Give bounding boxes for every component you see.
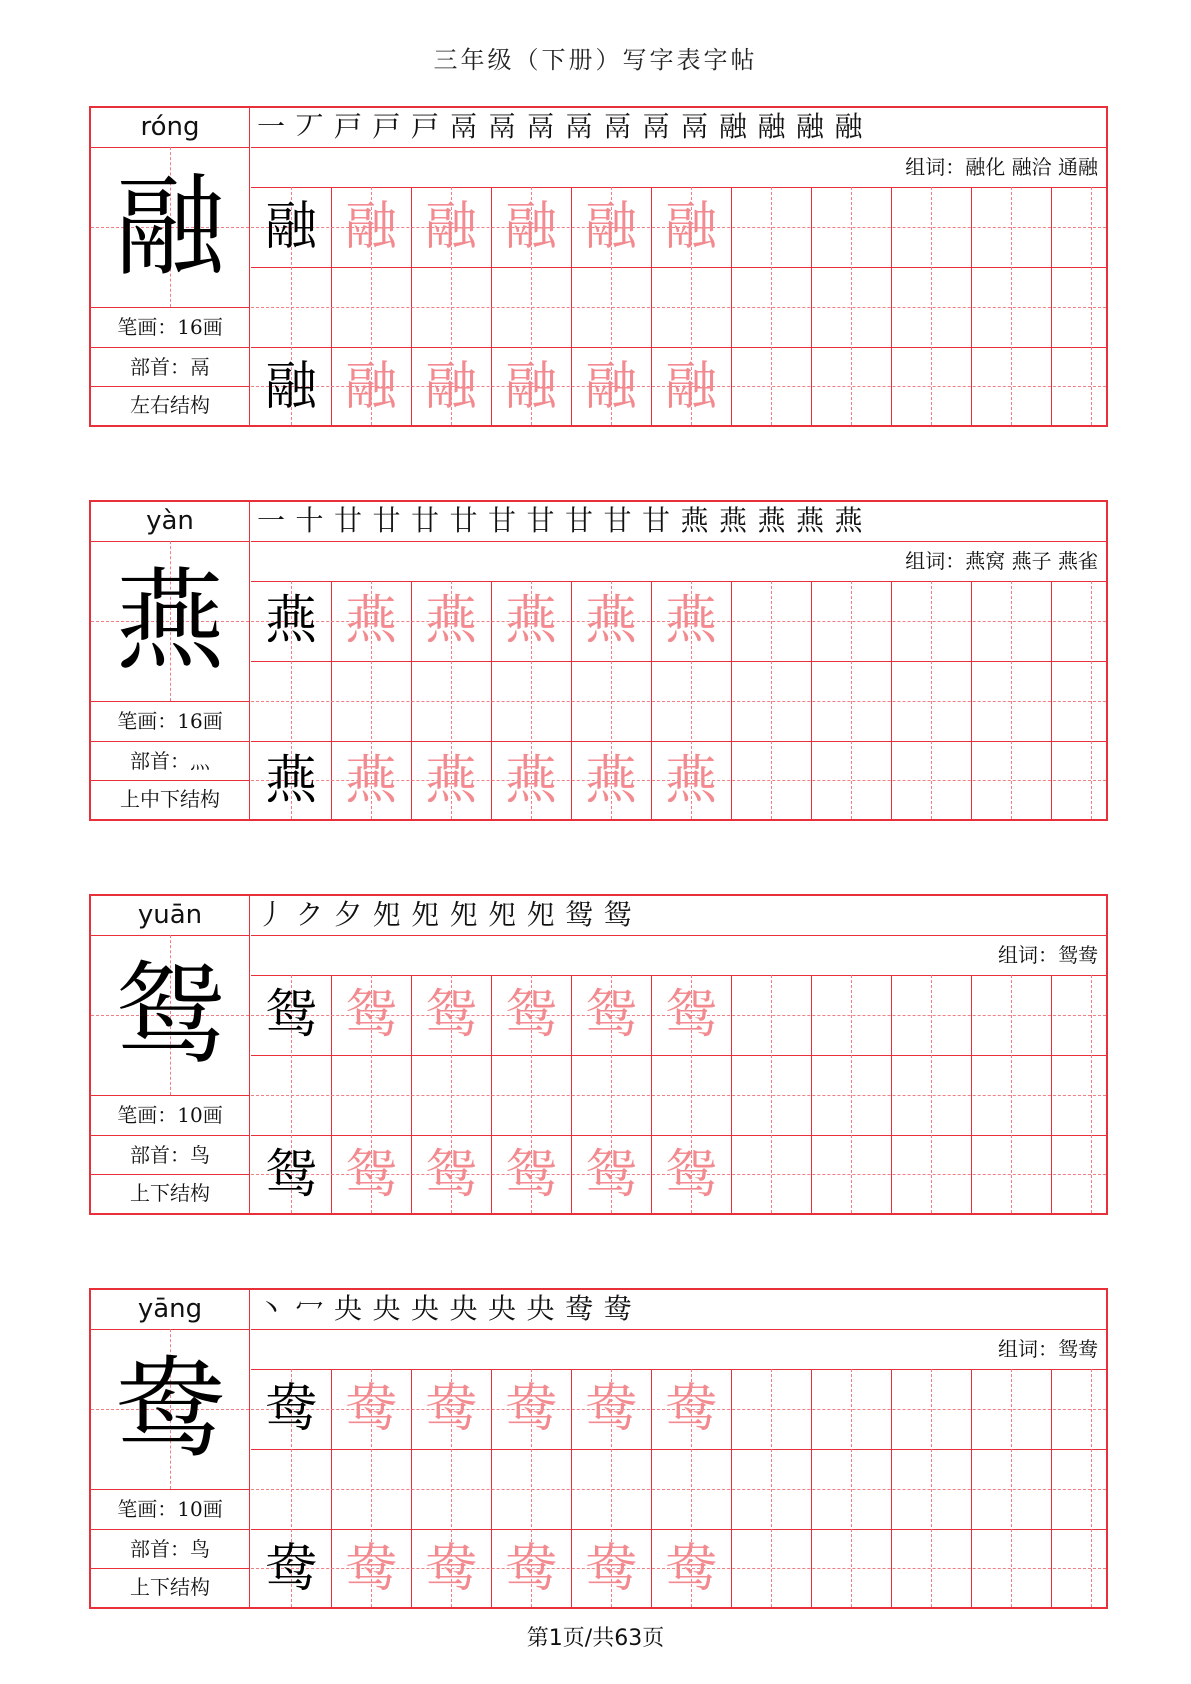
stroke-order <box>251 502 1101 541</box>
trace-character: 燕 <box>424 591 477 651</box>
trace-character: 燕 <box>344 751 397 811</box>
divider <box>891 581 892 819</box>
divider <box>251 1055 1106 1056</box>
main-character: 燕 <box>115 557 225 685</box>
page-title: 三年级（下册）写字表字帖 <box>433 46 758 74</box>
divider <box>251 661 1106 662</box>
stroke-step: 戸 <box>334 110 363 143</box>
guide-line <box>1011 975 1012 1213</box>
stroke-order <box>251 108 1101 147</box>
character-block <box>89 1288 1108 1609</box>
model-character: 鸳 <box>264 1145 317 1205</box>
trace-character: 融 <box>584 357 637 417</box>
stroke-step: 十 <box>295 504 324 537</box>
structure: 上下结构 <box>130 1575 210 1599</box>
model-character: 融 <box>264 357 317 417</box>
guide-line <box>1011 581 1012 819</box>
divider <box>971 187 972 425</box>
stroke-step: 夗 <box>372 898 401 931</box>
stroke-step: 一 <box>257 504 286 537</box>
stroke-step: 鬲 <box>565 110 594 143</box>
divider <box>251 267 1106 268</box>
divider <box>891 975 892 1213</box>
stroke-step: 廿 <box>334 504 363 537</box>
trace-character: 鸳 <box>664 1145 717 1205</box>
trace-character: 融 <box>344 357 397 417</box>
stroke-step: 鸳 <box>603 898 632 931</box>
stroke-step: 燕 <box>796 504 825 537</box>
divider <box>249 108 250 425</box>
divider <box>249 896 250 1213</box>
divider <box>811 581 812 819</box>
stroke-step: 冖 <box>295 1292 324 1325</box>
stroke-step: 甘 <box>603 504 632 537</box>
guide-line <box>1091 581 1092 819</box>
trace-character: 鸯 <box>504 1539 557 1599</box>
divider <box>891 1369 892 1607</box>
stroke-step: 一 <box>257 110 286 143</box>
divider <box>731 1369 732 1607</box>
character-block <box>89 894 1108 1215</box>
word-examples: 组词：鸳鸯 <box>998 1337 1098 1361</box>
trace-character: 燕 <box>504 591 557 651</box>
stroke-step: 戸 <box>372 110 401 143</box>
divider <box>811 1369 812 1607</box>
guide-line <box>251 307 1106 308</box>
trace-character: 燕 <box>664 751 717 811</box>
radical: 部首：鬲 <box>130 355 210 379</box>
trace-character: 燕 <box>504 751 557 811</box>
guide-line <box>931 581 932 819</box>
stroke-step: ク <box>295 898 324 931</box>
trace-character: 鸯 <box>504 1379 557 1439</box>
word-examples: 组词：鸳鸯 <box>998 943 1098 967</box>
model-character: 鸳 <box>264 985 317 1045</box>
trace-character: 融 <box>504 197 557 257</box>
main-character: 鸳 <box>115 951 225 1079</box>
stroke-step: 夗 <box>488 898 517 931</box>
trace-character: 燕 <box>584 591 637 651</box>
model-character: 融 <box>264 197 317 257</box>
radical: 部首：鸟 <box>130 1537 210 1561</box>
stroke-step: 甘 <box>526 504 555 537</box>
stroke-step: 燕 <box>834 504 863 537</box>
divider <box>891 187 892 425</box>
trace-character: 鸳 <box>504 985 557 1045</box>
guide-line <box>1091 975 1092 1213</box>
trace-character: 鸳 <box>344 1145 397 1205</box>
pinyin: yuān <box>137 900 203 930</box>
trace-character: 融 <box>424 357 477 417</box>
stroke-step: 融 <box>719 110 748 143</box>
divider <box>249 502 250 819</box>
divider <box>811 187 812 425</box>
stroke-step: 廿 <box>411 504 440 537</box>
guide-line <box>851 975 852 1213</box>
divider <box>731 975 732 1213</box>
trace-character: 鸯 <box>664 1379 717 1439</box>
trace-character: 燕 <box>664 591 717 651</box>
model-character: 燕 <box>264 591 317 651</box>
divider <box>971 581 972 819</box>
divider <box>1051 187 1052 425</box>
trace-character: 鸯 <box>344 1539 397 1599</box>
stroke-step: 夗 <box>411 898 440 931</box>
model-character: 鸯 <box>264 1539 317 1599</box>
stroke-step: 燕 <box>719 504 748 537</box>
guide-line <box>851 187 852 425</box>
word-examples: 组词：融化 融洽 通融 <box>905 155 1098 179</box>
divider <box>971 1369 972 1607</box>
stroke-step: 鬲 <box>449 110 478 143</box>
guide-line <box>771 1369 772 1607</box>
trace-character: 燕 <box>424 751 477 811</box>
model-character: 燕 <box>264 751 317 811</box>
divider <box>1051 581 1052 819</box>
stroke-step: 燕 <box>680 504 709 537</box>
divider <box>251 935 1106 936</box>
stroke-order <box>251 896 1101 935</box>
trace-character: 鸯 <box>344 1379 397 1439</box>
stroke-step: 廿 <box>372 504 401 537</box>
stroke-step: 夗 <box>449 898 478 931</box>
divider <box>1051 1369 1052 1607</box>
stroke-step: 丿 <box>257 898 286 931</box>
divider <box>1051 975 1052 1213</box>
divider <box>249 1290 250 1607</box>
trace-character: 鸳 <box>424 1145 477 1205</box>
radical: 部首：鸟 <box>130 1143 210 1167</box>
guide-line <box>931 1369 932 1607</box>
stroke-step: 央 <box>449 1292 478 1325</box>
stroke-count: 笔画：10画 <box>117 1103 223 1127</box>
trace-character: 鸳 <box>424 985 477 1045</box>
radical: 部首：灬 <box>130 749 210 773</box>
stroke-step: 央 <box>488 1292 517 1325</box>
page-footer: 第1页/共63页 <box>526 1626 665 1651</box>
stroke-step: 央 <box>526 1292 555 1325</box>
trace-character: 融 <box>344 197 397 257</box>
stroke-step: 鬲 <box>680 110 709 143</box>
stroke-step: 鸯 <box>603 1292 632 1325</box>
stroke-count: 笔画：16画 <box>117 315 223 339</box>
trace-character: 鸳 <box>664 985 717 1045</box>
guide-line <box>1091 1369 1092 1607</box>
divider <box>731 187 732 425</box>
stroke-step: 鸳 <box>565 898 594 931</box>
trace-character: 鸳 <box>584 985 637 1045</box>
stroke-step: 央 <box>411 1292 440 1325</box>
structure: 左右结构 <box>130 393 210 417</box>
divider <box>971 975 972 1213</box>
stroke-step: 融 <box>757 110 786 143</box>
stroke-count: 笔画：16画 <box>117 709 223 733</box>
trace-character: 融 <box>664 357 717 417</box>
trace-character: 鸯 <box>584 1379 637 1439</box>
structure: 上中下结构 <box>120 787 220 811</box>
structure: 上下结构 <box>130 1181 210 1205</box>
guide-line <box>851 1369 852 1607</box>
guide-line <box>1091 187 1092 425</box>
guide-line <box>251 1489 1106 1490</box>
stroke-step: 融 <box>834 110 863 143</box>
stroke-step: 戸 <box>411 110 440 143</box>
trace-character: 融 <box>584 197 637 257</box>
stroke-step: 甘 <box>642 504 671 537</box>
divider <box>251 1449 1106 1450</box>
guide-line <box>771 187 772 425</box>
guide-line <box>251 1095 1106 1096</box>
guide-line <box>771 581 772 819</box>
stroke-step: 丶 <box>257 1292 286 1325</box>
pinyin: róng <box>140 112 200 142</box>
stroke-step: 鬲 <box>603 110 632 143</box>
trace-character: 鸳 <box>584 1145 637 1205</box>
trace-character: 燕 <box>584 751 637 811</box>
guide-line <box>251 701 1106 702</box>
main-character: 融 <box>115 163 225 291</box>
stroke-step: 廿 <box>449 504 478 537</box>
trace-character: 融 <box>424 197 477 257</box>
main-character: 鸯 <box>115 1345 225 1473</box>
trace-character: 鸳 <box>504 1145 557 1205</box>
guide-line <box>1011 187 1012 425</box>
model-character: 鸯 <box>264 1379 317 1439</box>
stroke-count: 笔画：10画 <box>117 1497 223 1521</box>
guide-line <box>851 581 852 819</box>
stroke-order <box>251 1290 1101 1329</box>
stroke-step: 央 <box>334 1292 363 1325</box>
trace-character: 鸯 <box>424 1539 477 1599</box>
divider <box>811 975 812 1213</box>
trace-character: 鸯 <box>584 1539 637 1599</box>
trace-character: 融 <box>504 357 557 417</box>
stroke-step: 甘 <box>488 504 517 537</box>
guide-line <box>931 975 932 1213</box>
trace-character: 鸯 <box>424 1379 477 1439</box>
stroke-step: 燕 <box>757 504 786 537</box>
stroke-step: 甘 <box>565 504 594 537</box>
trace-character: 融 <box>664 197 717 257</box>
stroke-step: 夗 <box>526 898 555 931</box>
stroke-step: 夕 <box>334 898 363 931</box>
divider <box>251 1329 1106 1330</box>
character-block <box>89 500 1108 821</box>
pinyin: yāng <box>137 1294 203 1324</box>
stroke-step: 鬲 <box>526 110 555 143</box>
trace-character: 鸳 <box>344 985 397 1045</box>
stroke-step: 鬲 <box>642 110 671 143</box>
guide-line <box>931 187 932 425</box>
character-block <box>89 106 1108 427</box>
stroke-step: 丆 <box>295 110 324 143</box>
guide-line <box>1011 1369 1012 1607</box>
stroke-step: 融 <box>796 110 825 143</box>
pinyin: yàn <box>146 506 194 536</box>
trace-character: 鸯 <box>664 1539 717 1599</box>
stroke-step: 鸯 <box>565 1292 594 1325</box>
trace-character: 燕 <box>344 591 397 651</box>
word-examples: 组词：燕窝 燕子 燕雀 <box>905 549 1098 573</box>
stroke-step: 央 <box>372 1292 401 1325</box>
guide-line <box>771 975 772 1213</box>
stroke-step: 鬲 <box>488 110 517 143</box>
divider <box>731 581 732 819</box>
